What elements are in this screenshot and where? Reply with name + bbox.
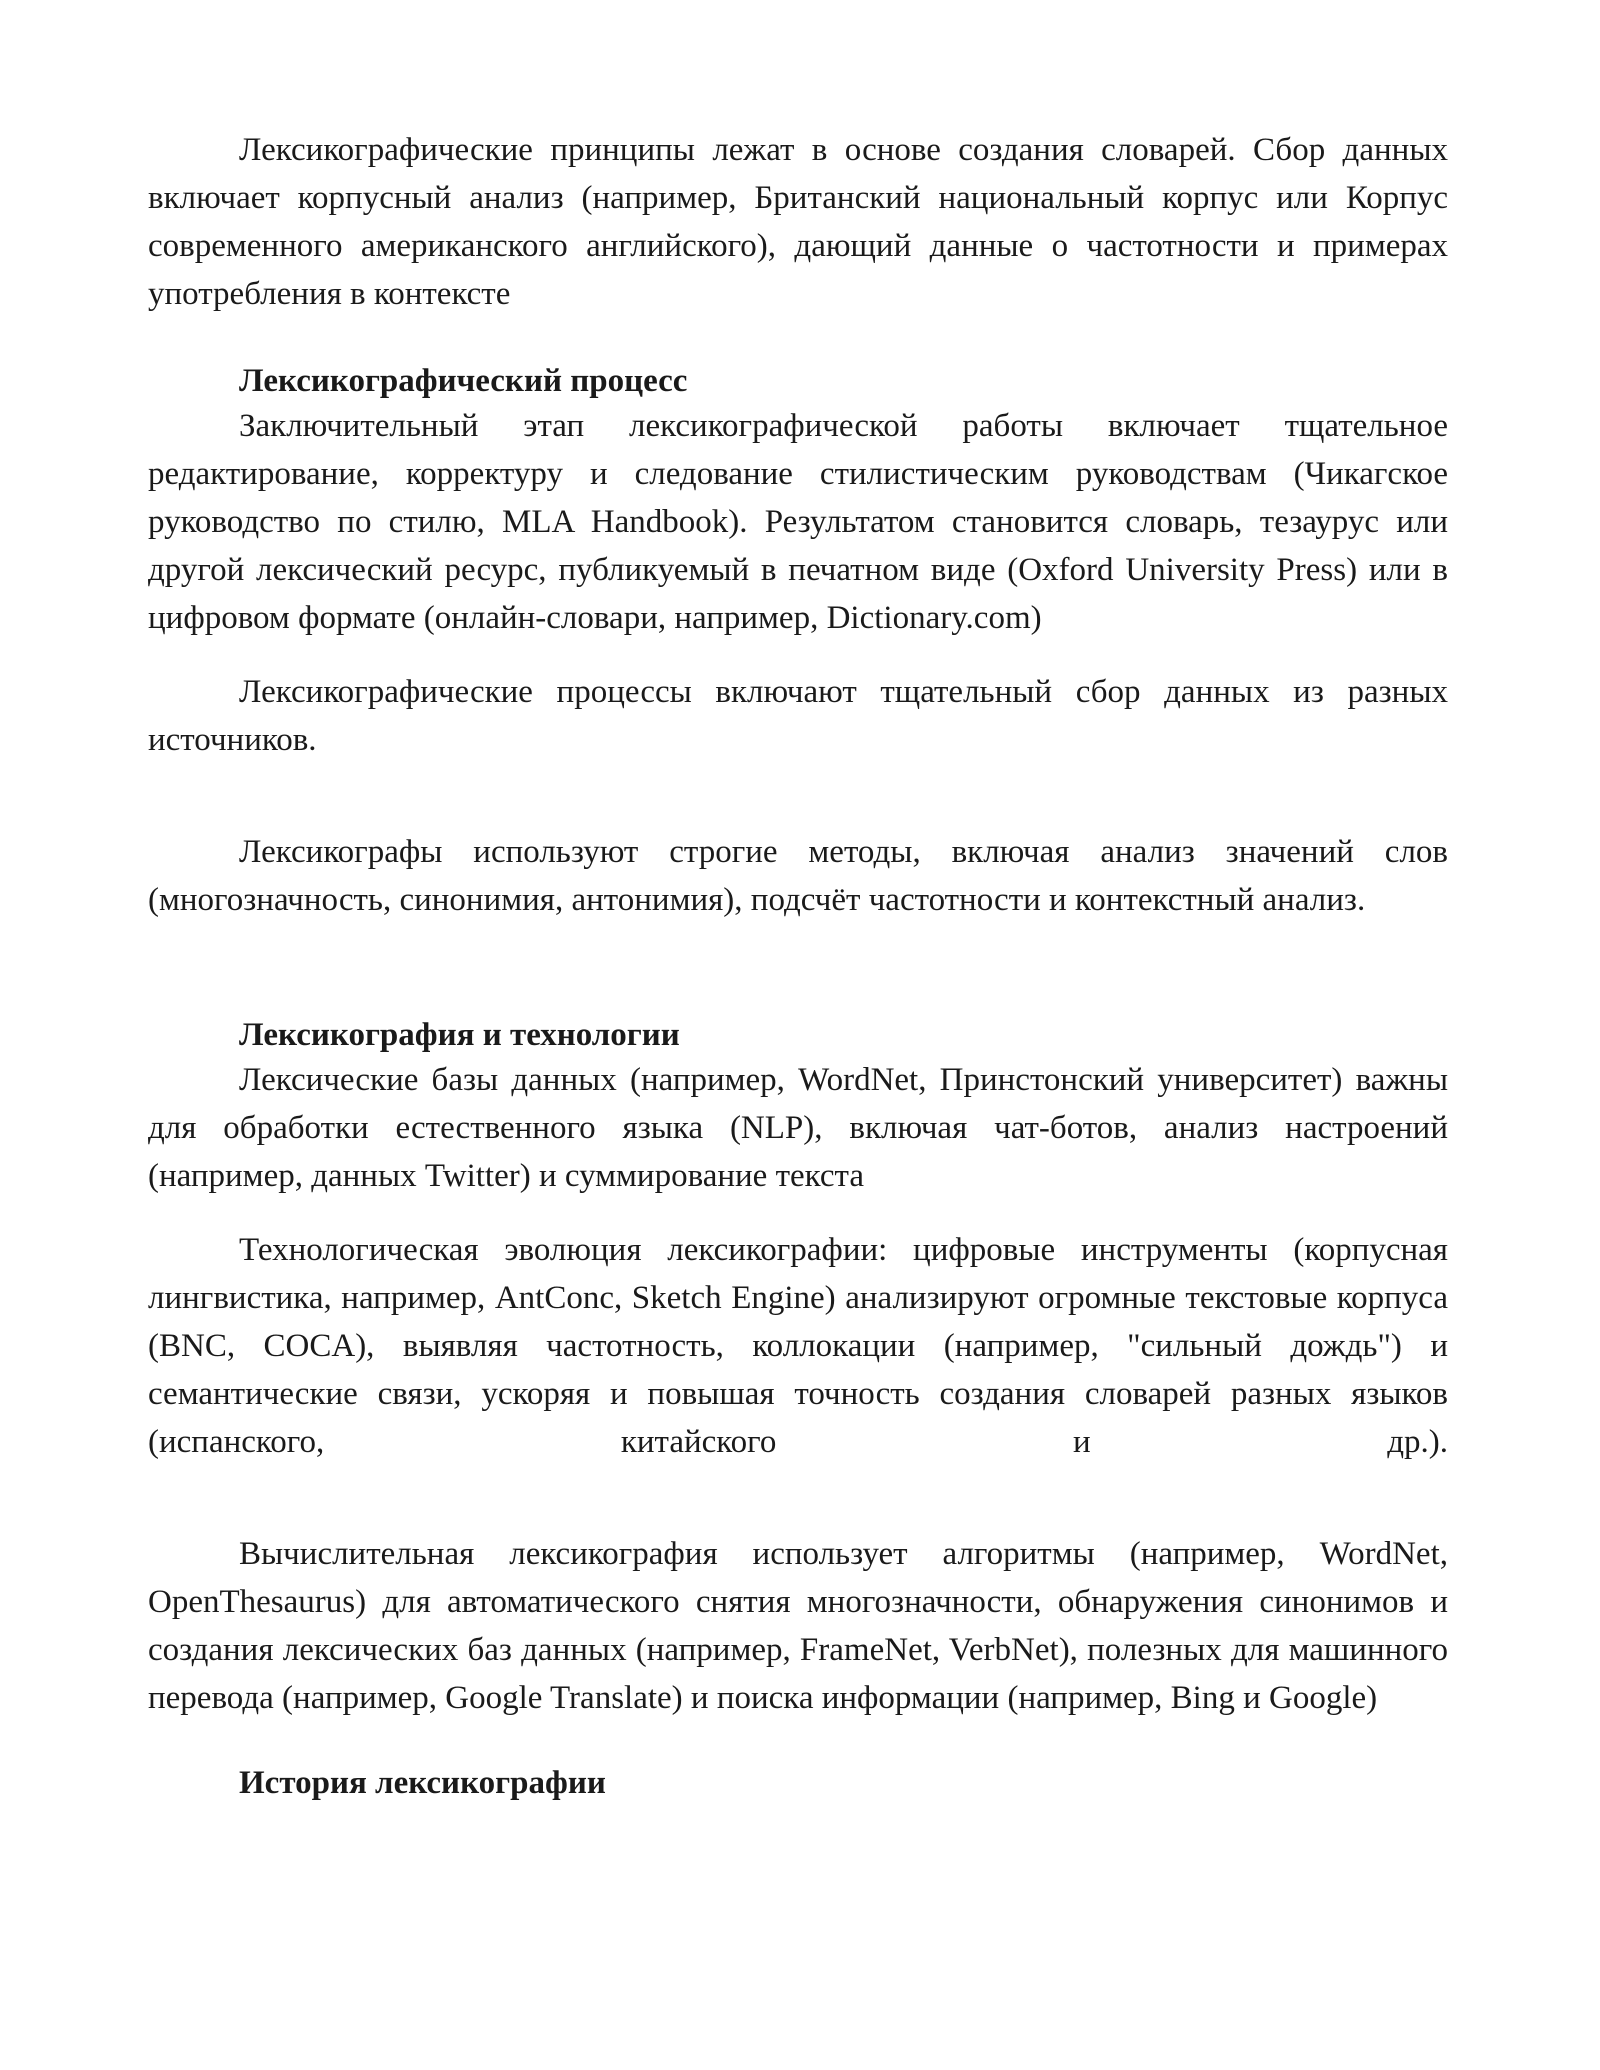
document-body bbox=[148, 126, 1448, 1804]
paragraph-methods: Лексикографы используют строгие методы, включая анализ значений слов (многозначность, синонимия, антонимия), подсчёт частотности и контекстный анализ. bbox=[148, 834, 1448, 918]
paragraph-technological-evolution: Технологическая эволюция лексикографии: цифровые инструменты (корпусная лингвистика, например, AntConc, Sketch Engine) анализируют огромные текстовые корпуса (BNC, COCA), выявляя частотность, коллокации (например, "сильный дождь") и семантические связи, ускоряя и повышая точность создания словарей разных языков (испанского, китайского и др.). bbox=[148, 1232, 1448, 1460]
spacer bbox=[148, 318, 1448, 360]
spacer bbox=[148, 1200, 1448, 1226]
paragraph-lexicographic-principles: Лексикографические принципы лежат в основе создания словарей. Сбор данных включает корпусный анализ (например, Британский национальный корпус или Корпус современного американского английского), дающий данные о частотности и примерах употребления в контексте bbox=[148, 132, 1448, 312]
spacer bbox=[148, 1722, 1448, 1762]
spacer bbox=[148, 924, 1448, 1014]
spacer bbox=[148, 1466, 1448, 1530]
paragraph-final-stage: Заключительный этап лексикографической работы включает тщательное редактирование, корректуру и следование стилистическим руководствам (Чикагское руководство по стилю, MLA Handbook). Результатом становится словарь, тезаурус или другой лексический ресурс, публикуемый в печатном виде (Oxford University Press) или в цифровом формате (онлайн-словари, например, Dictionary.com) bbox=[148, 408, 1448, 636]
heading-lexicography-technology: Лексикография и технологии bbox=[239, 1017, 680, 1053]
spacer bbox=[148, 642, 1448, 668]
paragraph-computational-lexicography: Вычислительная лексикография использует алгоритмы (например, WordNet, OpenThesaurus) для автоматического снятия многозначности, обнаружения синонимов и создания лексических баз данных (например, FrameNet, VerbNet), полезных для машинного перевода (например, Google Translate) и поиска информации (например, Bing и Google) bbox=[148, 1536, 1448, 1716]
heading-lexicographic-process: Лексикографический процесс bbox=[239, 363, 688, 399]
paragraph-lexical-databases: Лексические базы данных (например, WordNet, Принстонский университет) важны для обработки естественного языка (NLP), включая чат-ботов, анализ настроений (например, данных Twitter) и суммирование текста bbox=[148, 1062, 1448, 1194]
paragraph-processes: Лексикографические процессы включают тщательный сбор данных из разных источников. bbox=[148, 674, 1448, 758]
heading-history-lexicography: История лексикографии bbox=[239, 1765, 606, 1801]
spacer bbox=[148, 764, 1448, 828]
